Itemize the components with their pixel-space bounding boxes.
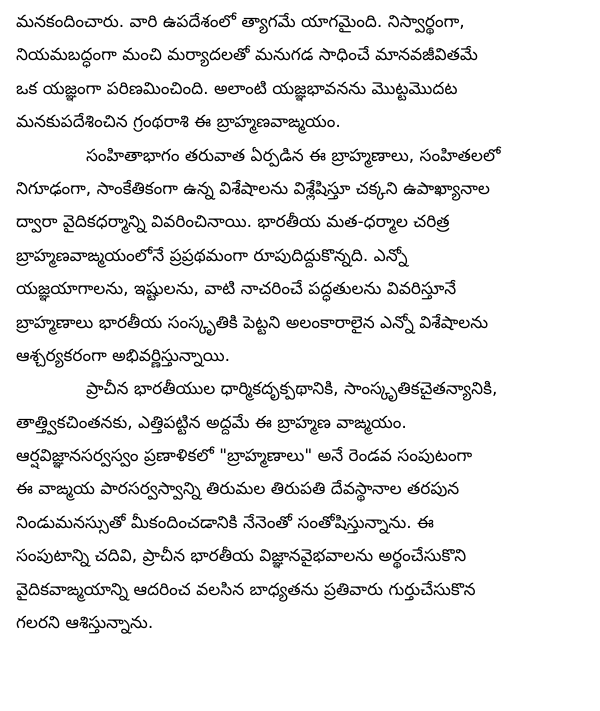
text-line: ఆశ్చర్యకరంగా అభివర్ణిస్తున్నాయి.: [16, 345, 230, 366]
paragraph-first-line: సంహితాభాగం తరువాత ఏర్పడిన ఈ బ్రాహ్మణాలు, సంహితలలో: [86, 145, 501, 166]
text-line: బ్రాహ్మణవాఙ్మయంలోనే ప్రప్రథమంగా రూపుదిద్దుకొన్నది. ఎన్నో: [16, 245, 408, 266]
text-line: వైదికవాఙ్మయాన్ని ఆదరించ వలసిన బాధ్యతను ప్రతివారు గుర్తుచేసుకొన: [16, 579, 476, 600]
text-line: ఆర్షవిజ్ఞానసర్వస్వం ప్రణాళికలో "బ్రాహ్మణాలు" అనే రెండవ సంపుటంగా: [16, 446, 473, 467]
text-line: నిగూఢంగా, సాంకేతికంగా ఉన్న విశేషాలను విశ్లేషిస్తూ చక్కని ఉపాఖ్యానాల: [16, 178, 490, 199]
text-line: మనకుపదేశించిన గ్రంథరాశి ఈ బ్రాహ్మణవాఙ్మయం.: [16, 112, 341, 133]
text-line: నియమబద్ధంగా మంచి మర్యాదలతో మనుగడ సాధించే మానవజీవితమే: [16, 45, 478, 66]
text-line: మనకందించారు. వారి ఉపదేశంలో త్యాగమే యాగమైంది. నిస్వార్థంగా,: [16, 12, 465, 32]
text-line: బ్రాహ్మణాలు భారతీయ సంస్కృతికి పెట్టని అలంకారాలైన ఎన్నో విశేషాలను: [16, 312, 489, 333]
text-line: ఒక యజ్ఞంగా పరిణమించింది. అలాంటి యజ్ఞభావనను మొట్టమొదట: [16, 78, 458, 99]
text-line: గలరని ఆశిస్తున్నాను.: [16, 613, 154, 634]
body-text: [16, 6, 586, 640]
text-line: యజ్ఞయాగాలను, ఇష్టులను, వాటి నాచరించే పద్ధతులను వివరిస్తూనే: [16, 279, 457, 300]
text-line: తాత్త్వికచింతనకు, ఎత్తిపట్టిన అద్దమే ఈ బ్రాహ్మణ వాఙ్మయం.: [16, 412, 407, 433]
text-line: నిండుమనస్సుతో మీకందించడానికి నేనెంతో సంతోషిస్తున్నాను. ఈ: [16, 512, 434, 533]
text-line: సంపుటాన్ని చదివి, ప్రాచీన భారతీయ విజ్ఞానవైభవాలను అర్థంచేసుకొని: [16, 546, 467, 567]
text-line: ద్వారా వైదికధర్మాన్ని వివరించినాయి. భారతీయ మత-ధర్మాల చరిత్ర: [16, 212, 450, 233]
paragraph-first-line: ప్రాచీన భారతీయుల ధార్మికదృక్పథానికి, సాంస్కృతికచైతన్యానికి,: [86, 379, 498, 400]
text-line: ఈ వాఙ్మయ పారసర్వస్వాన్ని తిరుమల తిరుపతి దేవస్థానాల తరపున: [16, 479, 460, 500]
